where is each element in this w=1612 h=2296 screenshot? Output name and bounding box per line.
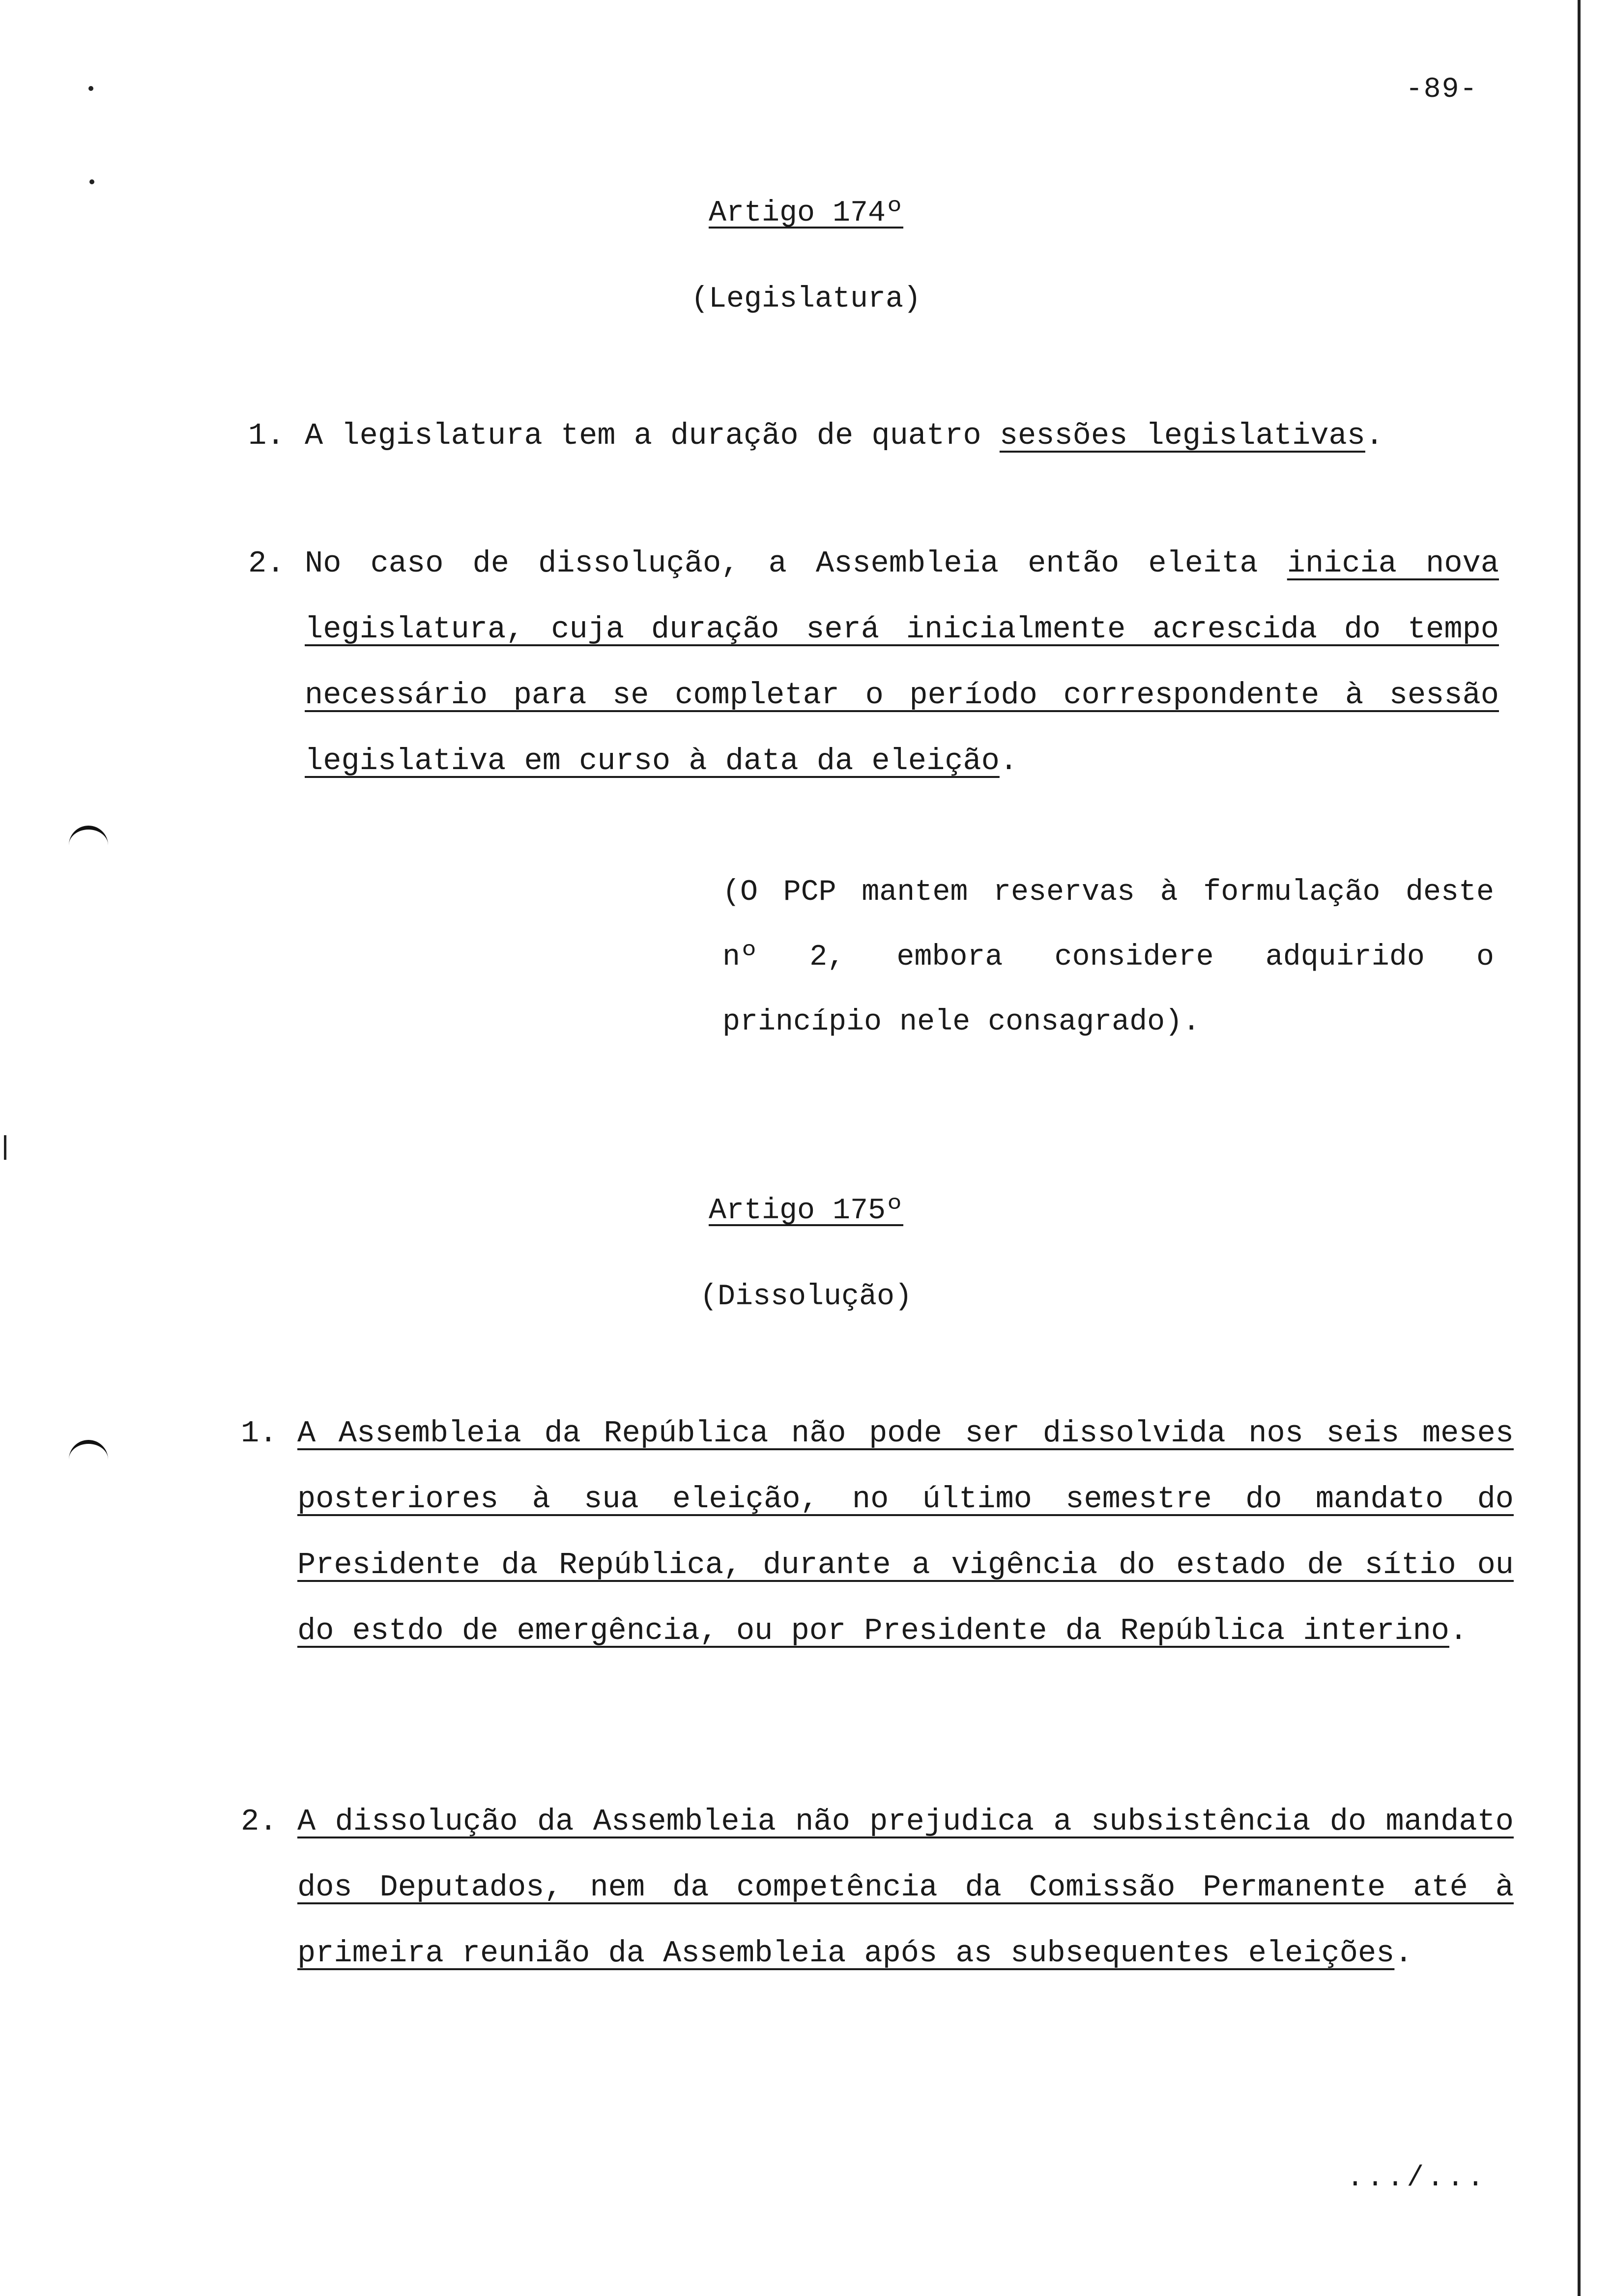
paragraph-body [305,531,1499,794]
continuation-mark: .../... [1347,2162,1487,2194]
paragraph-text: A legislatura tem a duração de quatro [305,418,1000,453]
article-174-title: Artigo 174º [708,197,904,230]
article-175-subtitle: (Dissolução) [699,1280,913,1314]
underlined-text: inicia nova legislatura, cuja duração será inicialmente acrescida do tempo necessário para se completar o período correspondente à sessão legislativa em curso à data da eleição [305,546,1499,778]
margin-tick [4,1135,6,1160]
article-174-heading [511,197,1101,230]
article-174-subtitle: (Legislatura) [691,283,921,316]
paragraph-number: 1. [248,418,285,453]
margin-dot [88,86,93,91]
article-175-heading [511,1194,1101,1228]
pcp-reservation-note: (O PCP mantem reservas à formulação deste nº 2, embora considere adquirido o princípio nele consagrado). [722,876,1494,1039]
paragraph-body [305,403,1499,469]
paragraph-body [297,1401,1514,1664]
paragraph-punctuation: . [999,744,1018,778]
page-number: -89- [1406,74,1478,106]
article-175-title: Artigo 175º [708,1194,904,1228]
margin-mark [69,826,108,849]
paragraph-punctuation: . [1365,418,1384,453]
margin-mark [69,1440,108,1464]
page-edge-rule [1578,0,1581,2296]
paragraph-number: 2. [248,546,285,581]
paragraph-punctuation: . [1449,1613,1468,1648]
underlined-text: sessões legislativas [999,418,1365,453]
paragraph-number: 1. [241,1416,278,1451]
paragraph-number: 2. [241,1804,278,1839]
paragraph-text: No caso de dissolução, a Assembleia então eleita [305,546,1287,581]
paragraph-punctuation: . [1394,1936,1413,1971]
margin-dot [89,179,94,184]
paragraph-body [297,1789,1514,1986]
underlined-text: A dissolução da Assembleia não prejudica a subsistência do mandato dos Deputados, nem da competência da Comissão Permanente até à primeira reunião da Assembleia após as subsequentes eleições [297,1804,1514,1971]
underlined-text: A Assembleia da República não pode ser dissolvida nos seis meses posteriores à sua eleição, no último semestre do mandato do Presidente da República, durante a vigência do estado de sítio ou do estdo de emergência, ou por Presidente da República interino [297,1416,1514,1648]
